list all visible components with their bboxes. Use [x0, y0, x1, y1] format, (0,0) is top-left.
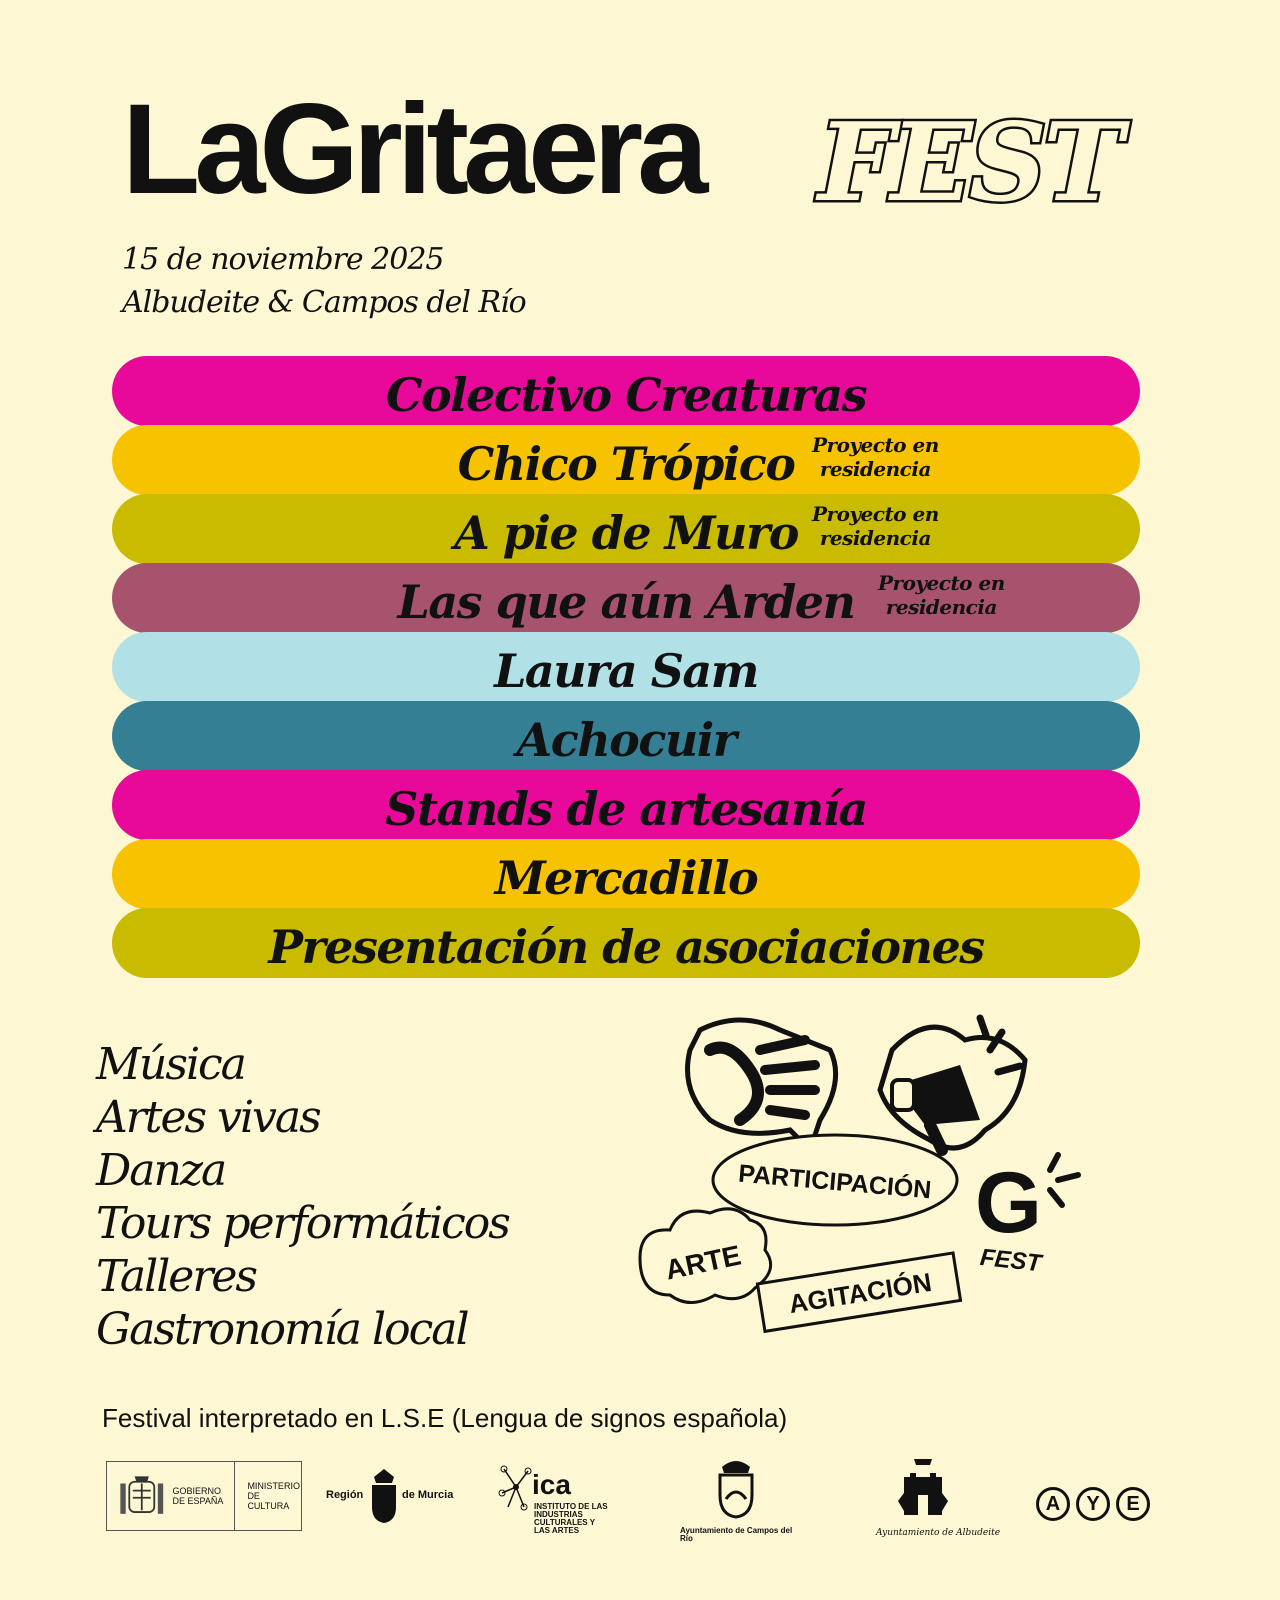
- aye-logo: [1036, 1487, 1150, 1521]
- program-name: Laura Sam: [494, 644, 758, 698]
- program-band: [112, 908, 1140, 978]
- program-note-line: residencia: [819, 457, 931, 481]
- program-note-line: residencia: [885, 595, 997, 619]
- program-note-line: residencia: [819, 526, 931, 550]
- logo-divider: [234, 1462, 235, 1530]
- region-murcia-text-a: Región: [326, 1489, 364, 1501]
- megaphone-icon: [880, 1018, 1025, 1150]
- program-name: Las que aún Arden: [397, 575, 855, 629]
- g-fest-letter: G: [975, 1155, 1042, 1251]
- program-note-line: Proyecto en: [878, 571, 1005, 595]
- program-name: Presentación de asociaciones: [268, 920, 984, 974]
- aye-letter: A: [1036, 1487, 1070, 1521]
- activity-item: Música: [96, 1039, 245, 1090]
- campos-del-rio-crest-icon: [716, 1455, 756, 1519]
- program-band: [112, 425, 1140, 495]
- ica-network-icon: [498, 1463, 534, 1511]
- activity-item: Gastronomía local: [96, 1304, 468, 1355]
- activity-item: Artes vivas: [96, 1092, 320, 1143]
- logo-gobierno-ministerio: [106, 1461, 302, 1531]
- program-name: Achocuir: [516, 713, 736, 767]
- sticker-agitacion: AGITACIÓN: [786, 1266, 934, 1320]
- program-note-line: Proyecto en: [812, 502, 939, 526]
- fest-wordmark: [812, 108, 1164, 220]
- program-note: [812, 502, 939, 550]
- activity-item: Tours performáticos: [96, 1198, 509, 1249]
- program-name: Mercadillo: [494, 851, 758, 905]
- activity-item: Danza: [96, 1145, 226, 1196]
- program-band: [112, 494, 1140, 564]
- program-band: [112, 563, 1140, 633]
- program-name: Chico Trópico: [457, 437, 795, 491]
- sticker-cluster: [630, 1010, 1130, 1360]
- program-band: [112, 632, 1140, 702]
- program-band: [112, 356, 1140, 426]
- sponsor-logos: [0, 1455, 1280, 1565]
- program-band: [112, 770, 1140, 840]
- program-band: [112, 839, 1140, 909]
- region-murcia-text-b: de Murcia: [402, 1489, 454, 1501]
- albudeite-castle-icon: [896, 1455, 950, 1521]
- albudeite-text: Ayuntamiento de Albudeite: [876, 1528, 1001, 1538]
- fest-wordmark-text: FEST: [818, 108, 1120, 220]
- program-note: [878, 571, 1005, 619]
- ica-subtitle: INSTITUTO DE LAS INDUSTRIAS CULTURALES Y LAS ARTES: [534, 1502, 608, 1535]
- festival-date: 15 de noviembre 2025: [122, 242, 444, 277]
- program-name: Stands de artesanía: [385, 782, 867, 836]
- activity-item: Talleres: [96, 1251, 256, 1302]
- program-name: A pie de Muro: [454, 506, 798, 560]
- murcia-crest-icon: [370, 1467, 398, 1525]
- sign-language-hand-icon: [688, 1020, 836, 1150]
- g-fest-text: FEST: [978, 1243, 1043, 1278]
- program-band: [112, 701, 1140, 771]
- gobierno-text: GOBIERNO DE ESPAÑA: [172, 1486, 224, 1506]
- program-note: [812, 433, 939, 481]
- sticker-participacion: PARTICIPACIÓN: [737, 1159, 933, 1205]
- lse-note: Festival interpretado en L.S.E (Lengua de signos española): [102, 1403, 788, 1433]
- program-note-line: Proyecto en: [812, 433, 939, 457]
- festival-location: Albudeite & Campos del Río: [122, 285, 526, 320]
- spain-crest-icon: [115, 1466, 169, 1526]
- festival-title: LaGritaera: [122, 78, 703, 221]
- g-fest-logo: [975, 1155, 1078, 1277]
- activities-list: [96, 1038, 509, 1356]
- campos-del-rio-text: Ayuntamiento de Campos del Río: [680, 1526, 793, 1543]
- ministerio-text: MINISTERIO DE CULTURA: [247, 1481, 300, 1511]
- aye-letter: Y: [1076, 1487, 1110, 1521]
- aye-letter: E: [1116, 1487, 1150, 1521]
- ica-wordmark: ica: [532, 1469, 571, 1500]
- program-list: [112, 356, 1140, 977]
- sticker-arte: ARTE: [662, 1239, 744, 1286]
- program-name: Colectivo Creaturas: [385, 368, 867, 422]
